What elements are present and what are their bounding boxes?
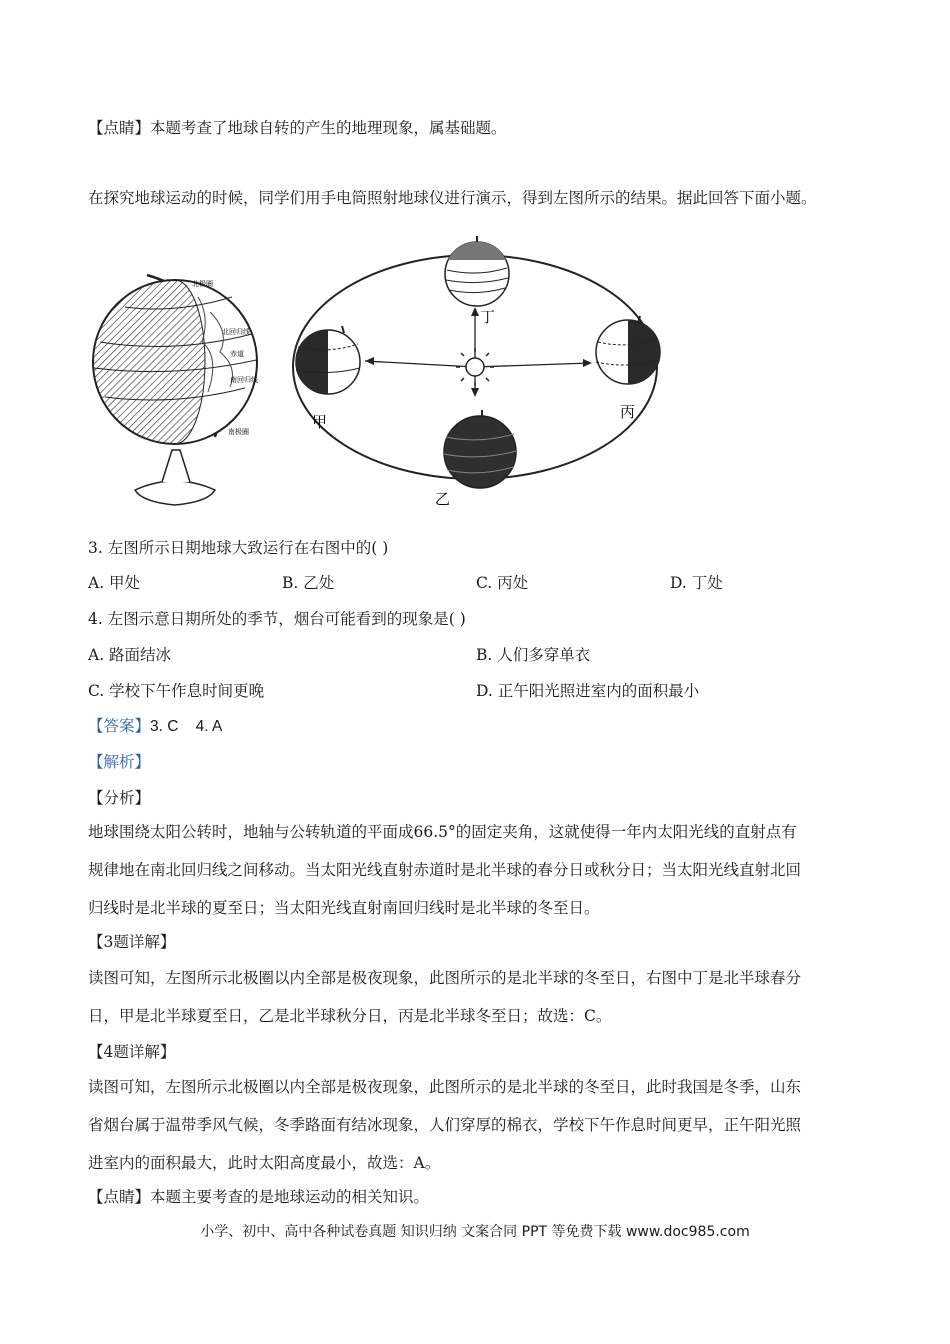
tip-paragraph-2: 【点睛】本题主要考查的是地球运动的相关知识。 [88,1188,430,1206]
q4-detail-line-1: 读图可知，左图所示北极圈以内全部是极夜现象，此图所示的是北半球的冬至日，此时我国是冬季，山东 [88,1078,802,1096]
fenxi-line-2: 规律地在南北回归线之间移动。当太阳光线直射赤道时是北半球的春分日或秋分日；当太阳光线直射北回 [88,861,802,879]
q3-option-b: B. 乙处 [282,574,335,592]
q3-option-c: C. 丙处 [476,574,529,592]
page-footer: 小学、初中、高中各种试卷真题 知识归纳 文案合同 PPT 等免费下载 www.doc985.com [200,1224,750,1240]
q4-option-c: C. 学校下午作息时间更晚 [88,682,265,700]
q4-detail-line-3: 进室内的面积最大，此时太阳高度最小，故选：A。 [88,1154,441,1172]
globe-label-arctic: 北极圈 [192,280,213,288]
label-ding: 丁 [480,308,496,326]
earth-position-bing [596,316,660,421]
q4-option-a: A. 路面结冰 [88,646,172,664]
earth-revolution-figure [80,222,680,512]
answer-label: 【答案】 [88,717,151,735]
answer-line [88,716,222,737]
globe-label-tropic-n: 北回归线 [222,328,250,336]
fenxi-line-1: 地球围绕太阳公转时，地轴与公转轨道的平面成66.5°的固定夹角，这就使得一年内太阳光线的直射点有 [88,823,797,841]
question-3: 3. 左图所示日期地球大致运行在右图中的( ) [88,539,389,557]
globe-label-antarctic: 南极圈 [228,428,249,436]
label-bing: 丙 [620,403,636,421]
orbit-diagram [293,236,660,508]
q3-detail-line-1: 读图可知，左图所示北极圈以内全部是极夜现象，此图所示的是北半球的冬至日，右图中丁是北半球春分 [88,969,802,987]
globe-label-equator: 赤道 [230,350,244,358]
label-yi: 乙 [435,490,451,508]
earth-position-jia [296,326,360,431]
fenxi-line-3: 归线时是北半球的夏至日；当太阳光线直射南回归线时是北半球的冬至日。 [88,899,600,917]
q4-option-b: B. 人们多穿单衣 [476,646,591,664]
answer-text: 3. C 4. A [150,718,223,735]
globe-illustration [93,275,258,505]
analysis-label: 【解析】 [88,753,151,771]
earth-position-yi [435,410,516,508]
q4-detail-label: 【4题详解】 [88,1043,176,1061]
intro-paragraph: 在探究地球运动的时候，同学们用手电筒照射地球仪进行演示，得到左图所示的结果。据此回答下面小题。 [88,189,817,207]
q3-option-d: D. 丁处 [670,574,723,592]
label-jia: 甲 [312,413,328,431]
question-4: 4. 左图示意日期所处的季节，烟台可能看到的现象是( ) [88,610,466,628]
tip-paragraph-1: 【点睛】本题考查了地球自转的产生的地理现象，属基础题。 [88,119,507,137]
q3-detail-line-2: 日，甲是北半球夏至日，乙是北半球秋分日，丙是北半球冬至日；故选：C。 [88,1007,612,1025]
q4-detail-line-2: 省烟台属于温带季风气候，冬季路面有结冰现象，人们穿厚的棉衣，学校下午作息时间更早，正午阳光照 [88,1116,802,1134]
fenxi-label: 【分析】 [88,789,151,807]
q3-option-a: A. 甲处 [88,574,141,592]
globe-label-tropic-s: 南回归线 [230,376,258,384]
q4-option-d: D. 正午阳光照进室内的面积最小 [476,682,700,700]
q3-detail-label: 【3题详解】 [88,933,176,951]
